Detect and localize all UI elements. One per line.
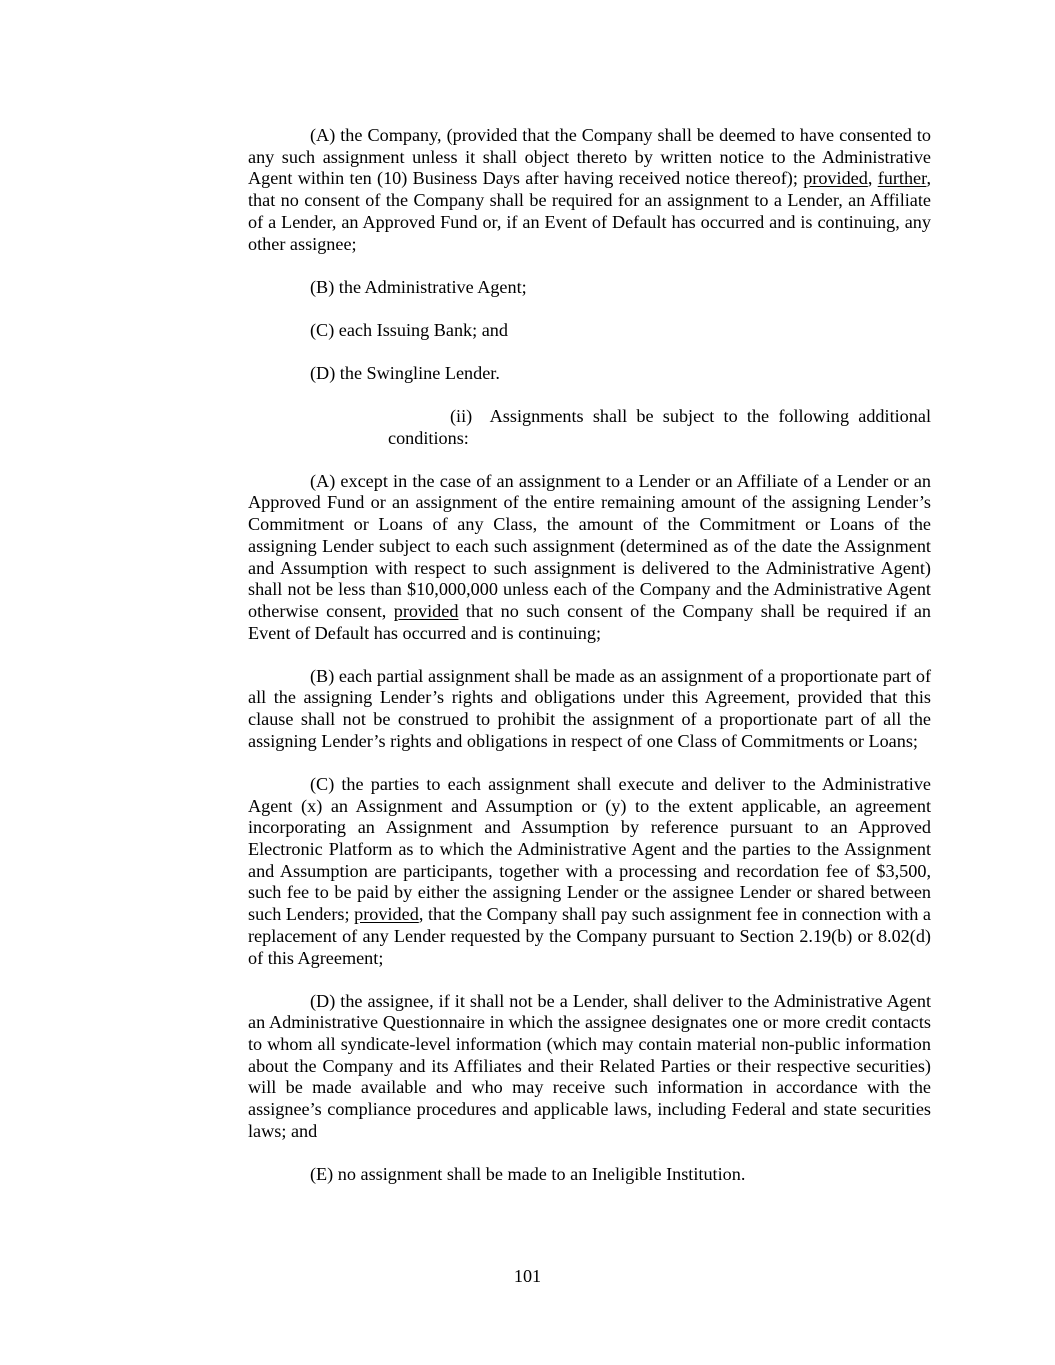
paragraph-d-administrative-questionnaire: (D) the assignee, if it shall not be a Lender, shall deliver to the Administrative Agent an Administrative Questionnaire in which the assignee designates one or more credit contacts to whom all syndicate-level information (which may contain material non-public information about the Company and its Affiliates and their Related Parties or their respective securities) will be made available and who may receive such information in accordance with the assignee’s compliance procedures and applicable laws, including Federal and state securities laws; and (248, 990, 931, 1141)
underlined-provided: provided (393, 600, 459, 621)
paragraph-b-administrative-agent: (B) the Administrative Agent; (310, 276, 527, 297)
paragraph-b-partial-assignment: (B) each partial assignment shall be made as an assignment of a proportionate part of all the assigning Lender’s rights and obligations under this Agreement, provided that this clause shall not be construed to prohibit the assignment of a proportionate part of all the assigning Lender’s rights and obligations in respect of one Class of Commitments or Loans; (248, 665, 931, 751)
paragraph-c-issuing-bank: (C) each Issuing Bank; and (310, 319, 508, 340)
underlined-further: further (877, 168, 927, 189)
paragraph-a-company-consent: (A) the Company, (provided that the Company shall be deemed to have consented to any such assignment unless it shall object thereto by written notice to the Administrative Agent within ten (10) Business Days after having received notice thereof); provided, further, that no consent of the Company shall be required for an assignment to a Lender, an Affiliate of a Lender, an Approved Fund or, if an Event of Default has occurred and is continuing, any other assignee; (248, 125, 931, 254)
paragraph-ii-additional-conditions: (ii) Assignments shall be subject to the following additional conditions: (388, 405, 931, 448)
paragraph-e-ineligible-institution: (E) no assignment shall be made to an Ineligible Institution. (310, 1163, 746, 1184)
underlined-provided: provided (354, 904, 419, 925)
paragraph-a-minimum-amount: (A) except in the case of an assignment to a Lender or an Affiliate of a Lender or an Approved Fund or an assignment of the entire remaining amount of the assigning Lender’s Commitment or Loans of any Class, the amount of the Commitment or Loans of the assigning Lender subject to each such assignment (determined as of the date the Assignment and Assumption with respect to such assignment is delivered to the Administrative Agent) shall not be less than $10,000,000 unless each of the Company and the Administrative Agent otherwise consent, provided that no such consent of the Company shall be required if an Event of Default has occurred and is continuing; (248, 470, 932, 643)
paragraph-d-swingline-lender: (D) the Swingline Lender. (310, 362, 500, 383)
paragraph-c-execute-and-deliver: (C) the parties to each assignment shall execute and deliver to the Administrative Agent (x) an Assignment and Assumption or (y) to the extent applicable, an agreement incorporating an Assignment and Assumption by reference pursuant to an Approved Electronic Platform as to which the Administrative Agent and the parties to the Assignment and Assumption are participants, together with a processing and recordation fee of $3,500, such fee to be paid by either the assigning Lender or the assignee Lender or shared between such Lenders; provided, that the Company shall pay such assignment fee in connection with a replacement of any Lender requested by the Company pursuant to Section 2.19(b) or 8.02(d) of this Agreement; (248, 773, 931, 968)
document-body (248, 125, 931, 1207)
underlined-provided: provided (803, 168, 868, 189)
page-number: 101 (513, 1266, 542, 1286)
